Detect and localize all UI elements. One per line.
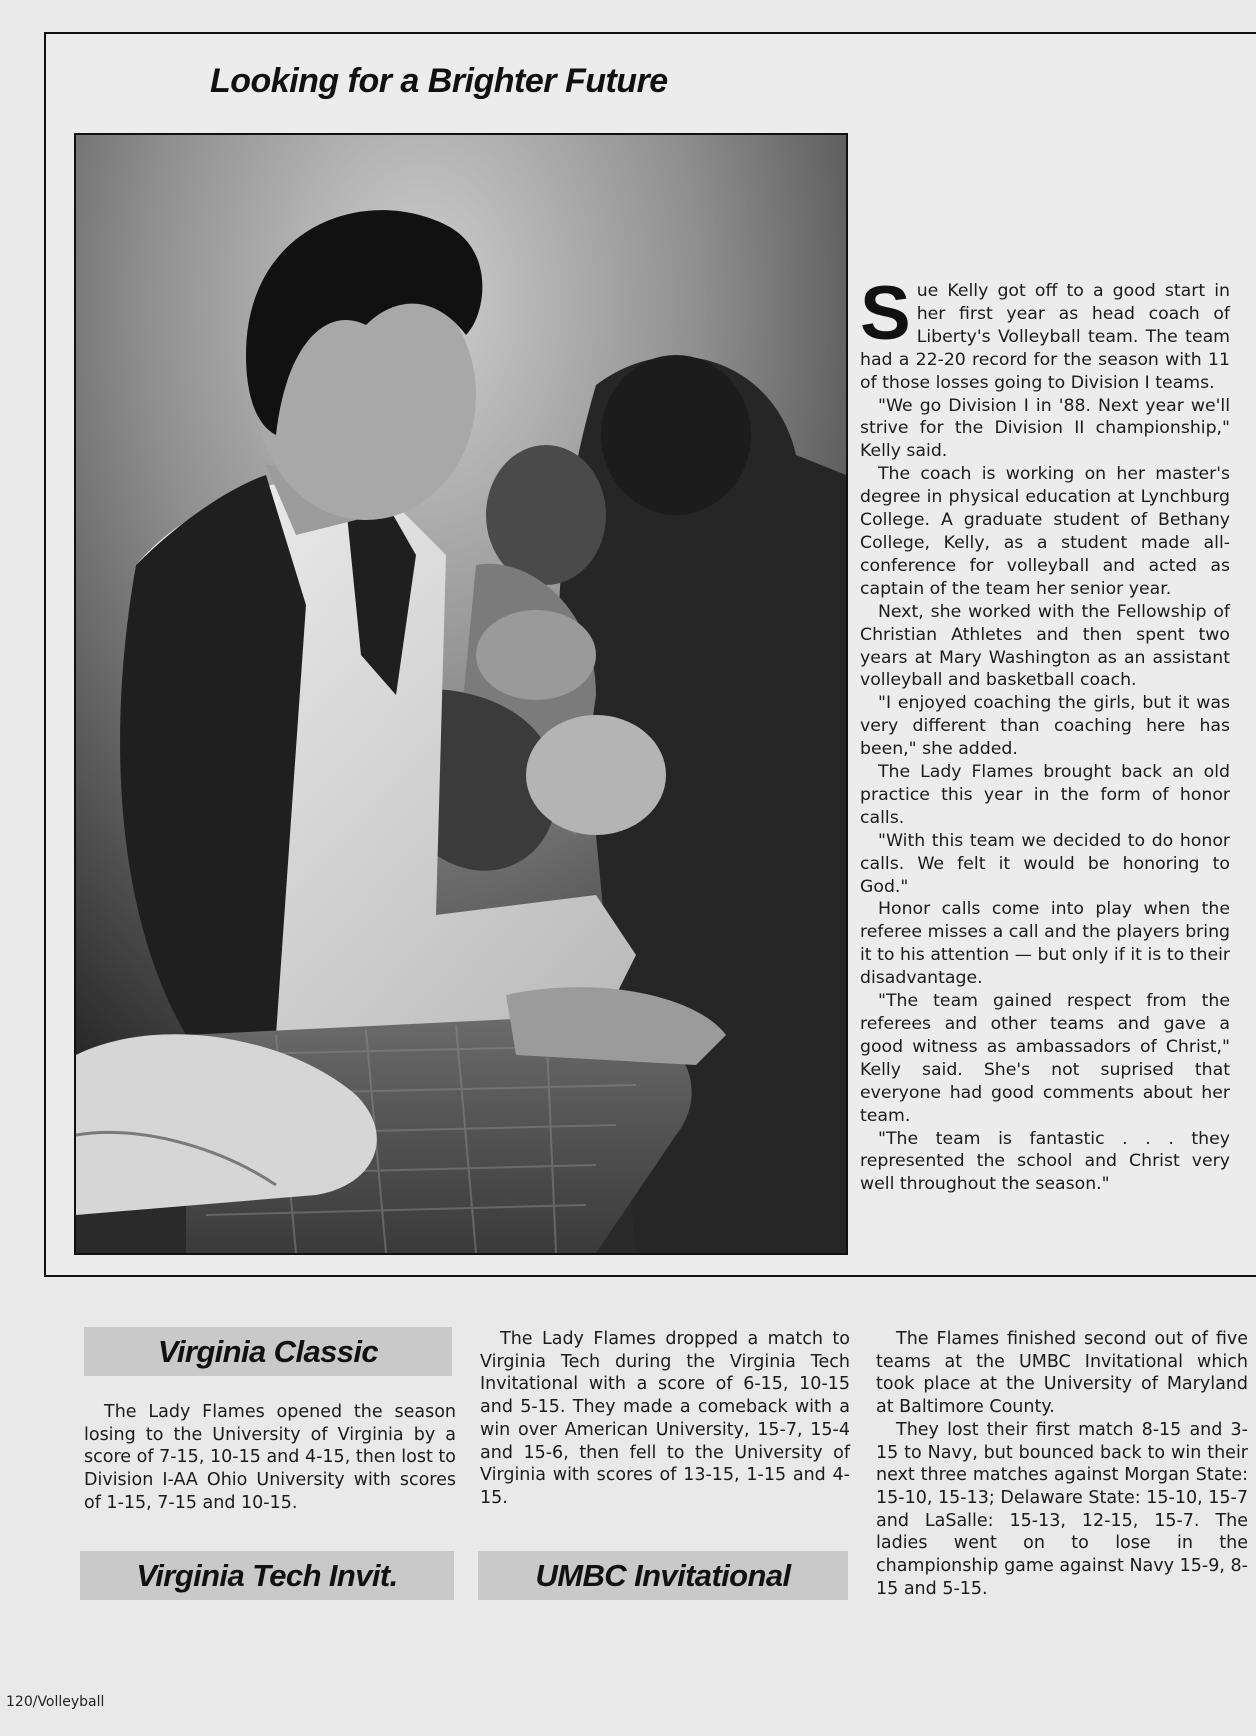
drop-cap: S — [860, 271, 911, 356]
article-paragraph: "With this team we decided to do honor calls. We felt it would be honoring to God." — [860, 830, 1230, 897]
article-paragraph: "I enjoyed coaching the girls, but it was very different than coaching here has been," she added. — [860, 693, 1230, 760]
article-paragraph: "We go Division I in '88. Next year we'll strive for the Division II championship," Kelly said. — [860, 395, 1230, 462]
feature-article — [860, 271, 1230, 1196]
article-paragraph: The coach is working on her master's degree in physical education at Lynchburg College. A graduate student of Bethany College, Kelly, as a student made all-conference for volleyball and acted as captain of the team her senior year. — [860, 464, 1230, 599]
virginia-classic-text: The Lady Flames opened the season losing to the University of Virginia by a score of 7-15, 10-15 and 4-15, then lost to Division I-AA Ohio University with scores of 1-15, 7-15 and 10-15. — [84, 1402, 456, 1513]
article-paragraph: Next, she worked with the Fellowship of Christian Athletes and then spent two years at Mary Washington as an assistant volleyball and basketball coach. — [860, 601, 1230, 691]
umbc-text: The Flames finished second out of five teams at the UMBC Invitational which took place at the University of Maryland at Baltimore County. They lost their first match 8-15 and 3-15 to Navy, but bounced back to win their next three matches against Morgan State: 15-10, 15-13; Delaware State: 15-10, 15-7 and LaSalle: 15-13, 12-15, 15-7. The ladies went on to lose in the championship game against Navy 15-9, 8-15 and 5-15. — [876, 1329, 1248, 1599]
page-title: Looking for a Brighter Future — [210, 62, 668, 100]
article-paragraph: Sue Kelly got off to a good start in her first year as head coach of Liberty's Volleyball team. The team had a 22-20 record for the season with 11 of those losses going to Division I teams. — [860, 271, 1230, 393]
coach-photo — [74, 133, 848, 1255]
virginia-classic-heading: Virginia Classic — [84, 1327, 452, 1376]
umbc-heading: UMBC Invitational — [478, 1551, 848, 1600]
article-paragraph: "The team gained respect from the referees and other teams and gave a good witness as ambassadors of Christ," Kelly said. She's not suprised that everyone had good comments about her team. — [860, 991, 1230, 1126]
page-folio: 120/Volleyball — [6, 1694, 105, 1710]
article-paragraph: Honor calls come into play when the referee misses a call and the players bring it to his attention — but only if it is to their disadvantage. — [860, 899, 1230, 989]
virginia-tech-text: The Lady Flames dropped a match to Virginia Tech during the Virginia Tech Invitational with a score of 6-15, 10-15 and 5-15. They made a comeback with a win over American University, 15-7, 15-4 and 15-6, then fell to the University of Virginia with scores of 13-15, 1-15 and 4-15. — [480, 1329, 850, 1508]
article-paragraph: The Lady Flames brought back an old practice this year in the form of honor calls. — [860, 762, 1230, 828]
article-paragraph: "The team is fantastic . . . they represented the school and Christ very well throughout the season." — [860, 1128, 1230, 1195]
virginia-tech-heading: Virginia Tech Invit. — [80, 1551, 454, 1600]
